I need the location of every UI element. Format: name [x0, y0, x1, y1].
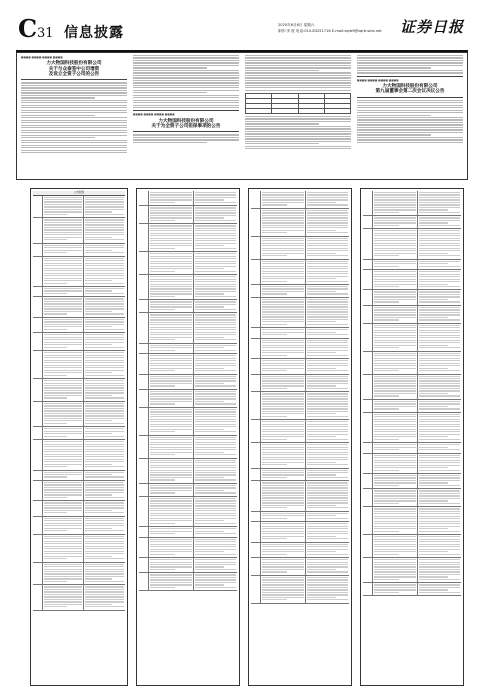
- table-row: [251, 191, 349, 209]
- table-row: [251, 209, 349, 237]
- table-row: [251, 558, 349, 576]
- table-row: [251, 443, 349, 468]
- lower-table-column-2: [136, 188, 240, 686]
- table-row: [251, 522, 349, 542]
- table-row: [33, 427, 125, 440]
- table-row: [139, 558, 237, 573]
- section-number: 31: [37, 26, 54, 41]
- table-row: [363, 270, 461, 290]
- table-row: [139, 527, 237, 537]
- table-row: [33, 402, 125, 427]
- page-header: [16, 14, 468, 52]
- upper-column-1: [21, 55, 127, 179]
- table-row: [363, 474, 461, 489]
- table-row: [33, 218, 125, 243]
- table-row: [33, 440, 125, 470]
- table-row: [33, 585, 125, 610]
- table-row: [363, 260, 461, 270]
- table-row: [251, 481, 349, 511]
- table-row: [33, 333, 125, 351]
- table-row: [363, 558, 461, 583]
- table-row: [363, 413, 461, 443]
- table-row: [139, 538, 237, 558]
- table-row: [139, 484, 237, 497]
- table-row: [251, 469, 349, 482]
- contact-line: 制作:李 波 电话:010-83251716 E-mail:zqrb9@zqrb.sina.net: [278, 29, 382, 33]
- table-row: [363, 290, 461, 305]
- table-row: [33, 257, 125, 287]
- table-row: [33, 501, 125, 516]
- table-row: [33, 297, 125, 317]
- table-row: [33, 471, 125, 481]
- table-row: [139, 497, 237, 527]
- table-row: [251, 298, 349, 328]
- notice-1-title: 力大物国科技股份有限公司 关于与众泰签中公司增资 及设立全资子公司的公告: [46, 61, 102, 78]
- upper-notice-block: [16, 52, 468, 180]
- header-meta: [278, 22, 382, 34]
- table-row: [363, 535, 461, 558]
- table-row: [139, 459, 237, 484]
- table-row: [251, 260, 349, 285]
- table-row: [33, 481, 125, 501]
- table-row: [363, 191, 461, 216]
- upper-column-4: ■■■■ ■■■■ ■■■■ ■■■■ 力大物国科技股份有限公司 第九届董事会第二次会议决议公告: [357, 55, 463, 179]
- section-title: 信息披露: [64, 25, 124, 41]
- section-letter: C: [18, 14, 38, 43]
- table-row: [139, 313, 237, 343]
- table-row: [33, 244, 125, 257]
- table-row: [363, 352, 461, 375]
- table-row: [139, 206, 237, 224]
- table-row: [363, 375, 461, 400]
- table-row: [139, 191, 237, 206]
- table-row: [33, 287, 125, 297]
- notice-3-title: 力大物国科技股份有限公司 第九届董事会第二次会议决议公告: [375, 83, 445, 95]
- lower-table-column-3: [248, 188, 352, 686]
- table-row: [251, 543, 349, 558]
- table-row: [251, 285, 349, 298]
- table-row: [139, 375, 237, 390]
- upper-column-3: [245, 55, 351, 179]
- table-row: [363, 324, 461, 352]
- table-row: [251, 359, 349, 374]
- table-row: [363, 454, 461, 474]
- table-row: [251, 512, 349, 522]
- table-row: [363, 489, 461, 507]
- table-row: [251, 375, 349, 393]
- table-row: [363, 229, 461, 259]
- upper-column-2: ■■■■ ■■■■ ■■■■ ■■■■ 力大物国科技股份有限公司 关于为全资子公司担保事项的公告: [133, 55, 239, 179]
- table-row: [33, 517, 125, 535]
- table-row: [251, 237, 349, 260]
- notice-2-title: 力大物国科技股份有限公司 关于为全资子公司担保事项的公告: [151, 118, 221, 129]
- table-row: [139, 275, 237, 300]
- table-row: [139, 408, 237, 436]
- notice-code-line: ■■■■ ■■■■ ■■■■ ■■■■: [21, 56, 63, 59]
- table-row: [139, 354, 237, 374]
- table-row: [139, 390, 237, 408]
- table-row: [363, 216, 461, 229]
- table-row: [33, 196, 125, 219]
- table-row: [251, 339, 349, 359]
- table-row: [363, 400, 461, 413]
- table-row: [139, 300, 237, 313]
- lower-table-column-4: [360, 188, 464, 686]
- table-row: [363, 507, 461, 535]
- table-row: [139, 573, 237, 591]
- table-row: [33, 379, 125, 402]
- table-row: [33, 351, 125, 379]
- table-row: [139, 344, 237, 354]
- notice-1-body: [21, 82, 127, 153]
- table-row: [33, 563, 125, 586]
- lower-table-label: 公告附表: [33, 191, 125, 196]
- newspaper-logo: 证券日报: [400, 18, 465, 36]
- table-row: [33, 535, 125, 563]
- table-row: [363, 583, 461, 596]
- lower-table-column-1: [30, 188, 128, 686]
- table-row: [33, 318, 125, 333]
- table-row: [139, 224, 237, 252]
- table-row: [251, 392, 349, 420]
- table-row: [363, 306, 461, 324]
- table-row: [139, 436, 237, 459]
- date-line: 2020年6月6日 星期六: [278, 23, 315, 27]
- table-row: [363, 443, 461, 453]
- table-row: [251, 576, 349, 604]
- notice-table: [245, 93, 351, 114]
- table-row: [251, 328, 349, 338]
- table-row: [139, 252, 237, 275]
- table-row: [251, 420, 349, 443]
